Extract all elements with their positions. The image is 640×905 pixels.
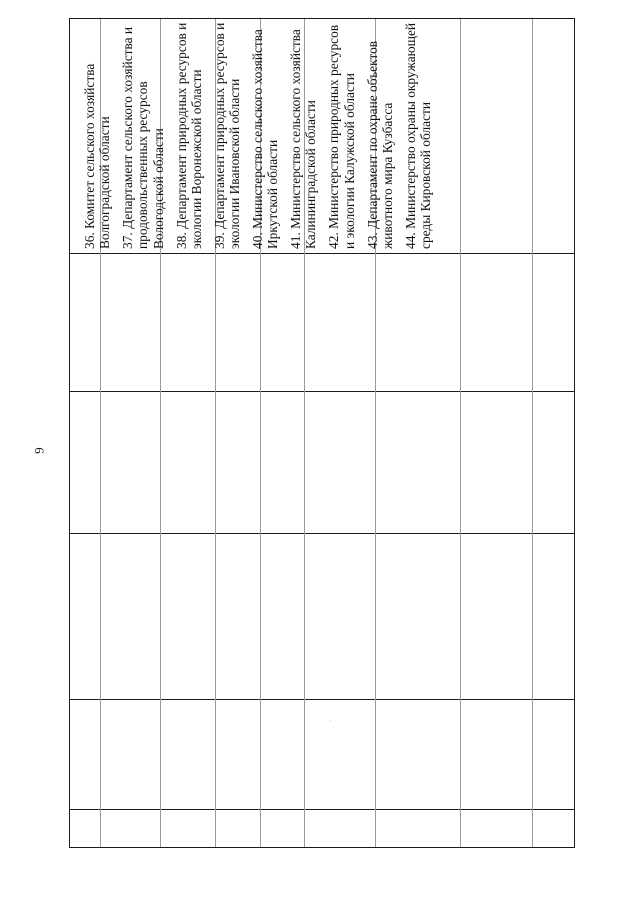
organization-item: 42. Министерство природных ресурсов и экологии Калужской области — [326, 24, 357, 249]
organization-cell — [70, 19, 576, 255]
organization-item: 38. Департамент природных ресурсов и экологии Воронежской области — [173, 22, 204, 249]
organization-item: 37. Департамент сельского хозяйства и продовольственных ресурсов Вологодской области — [120, 26, 166, 249]
rotated-table — [69, 18, 575, 848]
page-number: 6 — [31, 447, 47, 454]
organization-list — [70, 19, 576, 255]
organization-item: 40. Министерство сельского хозяйства Иркутской области — [250, 29, 281, 249]
row-divider — [70, 533, 574, 534]
organization-item: 39. Департамент природных ресурсов и экологии Ивановской области — [211, 22, 243, 249]
organization-item: 41. Министерство сельского хозяйства Калининградской области — [288, 29, 319, 249]
row-divider — [70, 391, 574, 392]
scan-artifact — [330, 720, 331, 721]
organization-item: 43. Департамент по охране объектов животного мира Кузбасса — [364, 40, 395, 249]
organization-item: 44. Министерство охраны окружающей среды Кировской области — [402, 22, 434, 249]
row-divider — [70, 699, 574, 700]
row-divider — [70, 809, 574, 810]
organization-item: 36. Комитет сельского хозяйства Волгоградской области — [82, 63, 113, 249]
